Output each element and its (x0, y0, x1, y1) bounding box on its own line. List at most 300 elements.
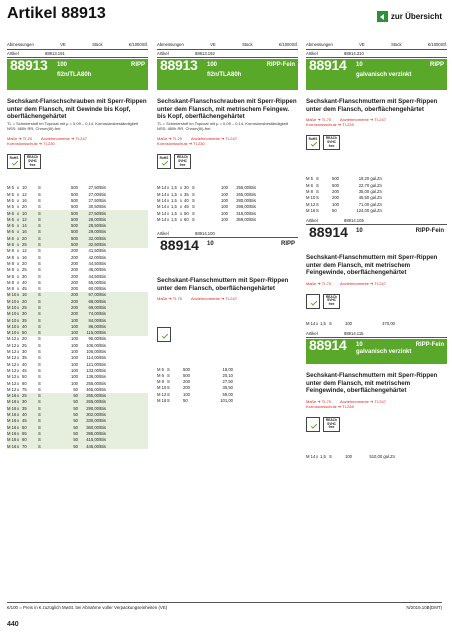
table-cell: 40 (22, 279, 27, 285)
table-cell: S (38, 349, 41, 355)
table-cell: 69,00/Bis (88, 304, 106, 310)
table-cell: 20 (22, 235, 27, 241)
table-cell: x (316, 320, 319, 326)
table-cell: 465,00/Bis (86, 386, 106, 392)
table-cell: 200 (183, 385, 190, 391)
table-cell: x (17, 374, 20, 380)
check-icon (306, 294, 320, 309)
table-cell: M 10 (306, 195, 316, 201)
ref-links[interactable]: Maße ➔ TI-70 Anziehmomente ➔ TI-247 (157, 296, 237, 302)
table-cell: 30 (22, 311, 27, 317)
table-cell: M 16 (7, 412, 17, 418)
table-cell: S (38, 260, 41, 266)
table-cell: x (17, 254, 20, 260)
table-cell: M 6 (7, 210, 14, 216)
table-cell: 35,00 gal.Zn (358, 188, 382, 194)
article-banner: 88913 100 fl2n/TLA80h RIPP-Fein (157, 59, 298, 90)
table-cell: 500 (71, 197, 78, 203)
table-cell: 30 (22, 349, 27, 355)
table-cell: 200 (71, 273, 78, 279)
product-description: Sechskant-Flanschmuttern mit Sperr-Rippen unter dem Flansch, oberflächengehärtet (306, 98, 438, 113)
table-cell: M 10 (7, 292, 17, 298)
table-cell: x (17, 267, 20, 273)
table-cell: x (17, 197, 20, 203)
table-cell: 27,00/Bis (88, 191, 106, 197)
table-cell: x (17, 430, 20, 436)
table-cell: x (180, 210, 183, 216)
table-cell: 500 (71, 210, 78, 216)
table-cell: 40 (22, 361, 27, 367)
table-cell: x (17, 437, 20, 443)
table-cell: 29,00/Bis (88, 229, 106, 235)
page-title: Artikel 88913 (7, 5, 106, 22)
table-cell: x (17, 273, 20, 279)
table-cell: x (180, 197, 183, 203)
table-cell: 44,50/Bis (88, 273, 106, 279)
table-cell: x (167, 191, 170, 197)
column-1 (7, 42, 148, 449)
table-cell: 50 (73, 430, 78, 436)
table-cell: x (17, 204, 20, 210)
table-cell: S (167, 379, 170, 385)
table-cell: x (167, 185, 170, 191)
table-cell: 35 (22, 355, 27, 361)
table-cell: 30 (184, 185, 189, 191)
table-header: Abmessungen VE Stück €/1000Stf. (306, 42, 447, 50)
table-cell: 16 (22, 197, 27, 203)
table-cell: M 12 (7, 336, 17, 342)
table-cell: 100 (221, 210, 228, 216)
table-cell: x (17, 235, 20, 241)
table-cell: 27,50/Bis (88, 185, 106, 191)
table-cell: x (316, 454, 319, 460)
table-cell: 20 (22, 298, 27, 304)
table-cell: S (38, 204, 41, 210)
table-cell: 1,5 (171, 204, 177, 210)
table-cell: 25 (22, 242, 27, 248)
table-cell: 19,20 gal.Zn (358, 176, 382, 182)
table-cell: M 12 (157, 391, 167, 397)
table-cell: 59,00 (222, 391, 233, 397)
table-cell: S (38, 279, 41, 285)
product-description: Sechskant-Flanschschrauben mit Sperr-Rippen unter dem Flansch, mit metrischem Feingew. bis Kopf, oberflächengehärtet (157, 98, 297, 120)
table-cell: 20,10 (222, 372, 233, 378)
table-cell: M 6 (7, 223, 14, 229)
table-cell: 100 (71, 380, 78, 386)
table-cell: 470,00 (382, 320, 395, 326)
table-cell: M 12 (7, 361, 17, 367)
product-note: TL = Schmierstoff im Topcoat mit μ = 0,09 – 0,14, Korrosionsbeständigkeit NSS: 480h RR, Chrom(III)-frei (7, 121, 138, 132)
table-row (306, 321, 447, 327)
table-cell: M 10 (7, 317, 17, 323)
table-cell: 45,50 gal.Zn (358, 195, 382, 201)
table-cell: M 8 (157, 379, 164, 385)
table-row (306, 454, 447, 460)
table-cell: 500 (71, 191, 78, 197)
table-cell: M 12 (7, 386, 17, 392)
table-cell: S (38, 235, 41, 241)
article-row: Artikel 88914.100 (157, 231, 298, 239)
table-cell: 100 (71, 317, 78, 323)
table-cell: 45 (22, 286, 27, 292)
table-cell: 100 (71, 330, 78, 336)
table-cell: x (17, 191, 20, 197)
table-cell: 106,00/Bis (86, 342, 106, 348)
table-cell: S (192, 216, 195, 222)
table-cell: S (38, 273, 41, 279)
table-cell: M 12 (7, 380, 17, 386)
table-cell: 50 (22, 424, 27, 430)
table-cell: 25 (22, 267, 27, 273)
table-cell: S (38, 267, 41, 273)
table-cell: S (316, 188, 319, 194)
table-cell: 121,00/Bis (86, 361, 106, 367)
table-cell: S (38, 311, 41, 317)
price-table (157, 366, 298, 404)
reach-badge: REACh SVHC free (174, 154, 191, 169)
table-cell: x (17, 418, 20, 424)
table-cell: M 5 (306, 176, 313, 182)
table-cell: 395,00/Bis (86, 430, 106, 436)
table-cell: 302,00/Bis (86, 412, 106, 418)
table-cell: 115,00/Bis (86, 330, 106, 336)
table-cell: 84,00/Bis (88, 317, 106, 323)
table-cell: 100 (345, 320, 352, 326)
table-cell: 200 (71, 279, 78, 285)
table-cell: M 14 (306, 320, 316, 326)
table-cell: 14 (22, 223, 27, 229)
table-cell: 27,50/Bis (88, 210, 106, 216)
table-cell: M 14 (157, 210, 167, 216)
table-cell: M 16 (7, 418, 17, 424)
table-cell: x (17, 260, 20, 266)
table-cell: S (316, 201, 319, 207)
table-cell: x (17, 223, 20, 229)
table-cell: 200 (71, 260, 78, 266)
rohs-badge: RoHS (157, 154, 171, 169)
table-cell: 45 (22, 418, 27, 424)
table-cell: S (167, 385, 170, 391)
table-cell: 50 (73, 386, 78, 392)
table-cell: 255,00/Bis (86, 380, 106, 386)
table-cell: x (17, 399, 20, 405)
table-cell: 20 (22, 336, 27, 342)
table-cell: M 16 (7, 399, 17, 405)
table-cell: x (180, 216, 183, 222)
table-cell: 50 (73, 437, 78, 443)
table-cell: S (316, 176, 319, 182)
table-cell: S (192, 210, 195, 216)
table-cell: S (38, 185, 41, 191)
table-cell: S (38, 374, 41, 380)
table-cell: x (17, 210, 20, 216)
table-cell: S (167, 398, 170, 404)
table-cell: 1,5 (320, 320, 326, 326)
table-cell: 298,00/Bis (236, 204, 256, 210)
reach-badge: REACh SVHC free (323, 294, 340, 309)
table-cell: 100 (71, 323, 78, 329)
table-cell: 106,00/Bis (86, 349, 106, 355)
table-cell: M 14 (157, 204, 167, 210)
table-cell: 30,50/Bis (88, 204, 106, 210)
table-cell: 55 (22, 430, 27, 436)
price-table (157, 185, 298, 223)
table-cell: 35 (22, 317, 27, 323)
article-heading: 88914 10 RIPP (160, 237, 295, 254)
table-cell: 10 (22, 210, 27, 216)
ref-links[interactable]: Maße ➔ TI-70 Anziehmomente ➔ TI-247 (306, 280, 386, 286)
check-icon (157, 327, 171, 342)
table-cell: S (38, 242, 41, 248)
table-cell: M 6 (7, 229, 14, 235)
back-to-overview-link[interactable]: zur Übersicht (377, 11, 442, 22)
table-cell: S (38, 386, 41, 392)
price-table (7, 185, 148, 449)
table-cell: 369,00/Bis (236, 216, 256, 222)
table-cell: 445,00/Bis (86, 443, 106, 449)
table-cell: 100 (71, 342, 78, 348)
table-cell: 25 (22, 304, 27, 310)
table-cell: S (316, 195, 319, 201)
table-cell: 280,00/Bis (236, 197, 256, 203)
table-cell: S (38, 443, 41, 449)
table-cell: 100 (71, 355, 78, 361)
table-cell: S (192, 185, 195, 191)
table-cell: S (38, 298, 41, 304)
table-cell: 46,00/Bis (88, 267, 106, 273)
table-cell: 50 (183, 398, 188, 404)
table-cell: 315,00/Bis (236, 210, 256, 216)
table-cell: 60 (184, 216, 189, 222)
table-cell: M 8 (7, 248, 14, 254)
table-cell: 100 (221, 191, 228, 197)
table-cell: x (17, 380, 20, 386)
table-cell: 200 (183, 379, 190, 385)
rohs-badge: RoHS (306, 135, 320, 150)
table-cell: 1,5 (171, 185, 177, 191)
table-cell: S (38, 317, 41, 323)
table-cell: S (38, 412, 41, 418)
table-cell: x (167, 197, 170, 203)
article-row: Artikel 88914.115 (306, 331, 447, 339)
reach-badge: REACh SVHC free (323, 135, 340, 150)
badges (157, 327, 298, 342)
table-cell: S (38, 380, 41, 386)
table-cell: M 10 (7, 330, 17, 336)
table-cell: 200 (332, 195, 339, 201)
table-cell: M 8 (7, 267, 14, 273)
table-cell: S (38, 342, 41, 348)
table-cell: x (17, 279, 20, 285)
article-heading: 88914 10 RIPP-Fein (309, 224, 444, 241)
table-cell: x (17, 355, 20, 361)
product-description: Sechskant-Flanschmuttern mit Sperr-Rippen unter dem Flansch, mit metrischem Feingewinde, oberflächengehärtet (306, 254, 438, 277)
table-row (157, 398, 298, 404)
table-cell: 100 (221, 204, 228, 210)
table-cell: 100 (221, 216, 228, 222)
table-cell: 28,50/Bis (88, 223, 106, 229)
table-cell: M 16 (7, 424, 17, 430)
table-cell: 1,5 (320, 454, 326, 460)
reach-badge: REACh SVHC free (24, 154, 41, 169)
ref-links[interactable]: Maße ➔ TI-20 Anziehmomente ➔ TI-247 Korrosionsschutz ➔ TI-230 (157, 136, 237, 146)
table-cell: 200 (71, 254, 78, 260)
table-cell: 40 (22, 323, 27, 329)
table-cell: S (38, 197, 41, 203)
table-cell: 500 (332, 176, 339, 182)
table-cell: 200 (71, 292, 78, 298)
table-cell: 200 (71, 286, 78, 292)
table-cell: 200 (71, 248, 78, 254)
table-cell: S (38, 304, 41, 310)
table-cell: 40 (184, 197, 189, 203)
ref-links[interactable]: Maße ➔ TI-70 Anziehmomente ➔ TI-247 Korrosionsschutz ➔ TI-228 (306, 398, 386, 409)
table-cell: M 8 (7, 254, 14, 260)
table-cell: x (17, 185, 20, 191)
table-cell: 200 (71, 304, 78, 310)
table-cell: S (38, 216, 41, 222)
table-cell: 50 (73, 424, 78, 430)
article-row: Artikel 88914.310 (306, 51, 447, 59)
table-cell: 20 (22, 204, 27, 210)
table-cell: x (17, 216, 20, 222)
table-cell: 41,50/Bis (88, 248, 106, 254)
table-cell: S (316, 182, 319, 188)
table-cell: 50 (73, 418, 78, 424)
table-cell: x (180, 191, 183, 197)
table-cell: S (38, 437, 41, 443)
table-cell: x (17, 323, 20, 329)
table-cell: 20 (22, 260, 27, 266)
table-cell: S (329, 454, 332, 460)
column-3 (306, 42, 447, 460)
table-cell: S (38, 323, 41, 329)
ref-links[interactable]: Maße ➔ TI-20 Anziehmomente ➔ TI-247 Korrosionsschutz ➔ TI-230 (7, 136, 87, 146)
table-cell: 500 (183, 366, 190, 372)
table-cell: M 12 (7, 349, 17, 355)
table-cell: M 12 (7, 367, 17, 373)
article-banner: 88914 10 galvanisch verzinkt RIPP-Fein (306, 339, 447, 364)
table-cell: 100 (71, 336, 78, 342)
table-cell: 50 (184, 210, 189, 216)
table-cell: 86,00/Bis (88, 323, 106, 329)
table-cell: M 6 (7, 216, 14, 222)
table-cell: x (17, 367, 20, 373)
table-cell: M 12 (7, 355, 17, 361)
table-cell: 100 (221, 185, 228, 191)
table-cell: S (38, 286, 41, 292)
table-cell: M 16 (157, 398, 167, 404)
table-cell: 1,5 (171, 216, 177, 222)
table-cell: 50 (73, 412, 78, 418)
table-cell: x (17, 424, 20, 430)
table-cell: 25 (22, 393, 27, 399)
table-cell: 28,00/Bis (88, 216, 106, 222)
table-cell: 68,00/Bis (88, 298, 106, 304)
table-cell: 330,00/Bis (86, 418, 106, 424)
table-cell: 200 (71, 298, 78, 304)
table-cell: 290,00/Bis (86, 405, 106, 411)
table-cell: 255,00/Bis (236, 185, 256, 191)
product-note: TL = Schmierstoff im Topcoat mit μ = 0,09 – 0,14, Korrosionsbeständigkeit NSS: 480h RR, Chrom(III)-frei (157, 121, 288, 132)
table-header: Abmessungen VE Stück €/1000Stf. (157, 42, 298, 50)
table-cell: 265,00/Bis (236, 191, 256, 197)
table-cell: S (167, 391, 170, 397)
table-cell: 16 (22, 292, 27, 298)
product-description: Sechskant-Flanschmuttern mit Sperr-Rippen unter dem Flansch, mit metrischem Feingewinde, oberflächengehärtet (306, 372, 438, 395)
table-cell: S (192, 197, 195, 203)
footer: €/100 = Preis in € zuzüglich MwSt. bei Abnahme voller Verpackungseinheiten (VE) N/2019.10B(DMT) (7, 602, 442, 610)
table-cell: S (38, 191, 41, 197)
table-cell: 100 (71, 367, 78, 373)
table-cell: M 6 (7, 242, 14, 248)
table-cell: x (180, 204, 183, 210)
table-cell: 500 (71, 185, 78, 191)
price-table (306, 176, 447, 214)
column-2 (157, 42, 298, 404)
article-banner: 88913 100 fl2n/TLA80h RIPP (7, 59, 148, 90)
table-cell: x (17, 248, 20, 254)
table-cell: 100 (183, 391, 190, 397)
table-cell: M 16 (7, 437, 17, 443)
article-row: Artikel 88913.191 (7, 51, 148, 59)
table-header: Abmessungen VE Stück €/1000Stf. (7, 42, 148, 50)
table-cell: 265,00/Bis (86, 393, 106, 399)
table-cell: 27,50/Bis (88, 197, 106, 203)
table-cell: 265,00/Bis (86, 399, 106, 405)
table-cell: S (38, 229, 41, 235)
table-cell: 100 (221, 197, 228, 203)
table-cell: 50 (73, 399, 78, 405)
table-cell: 50 (22, 374, 27, 380)
table-cell: S (38, 355, 41, 361)
table-cell: S (192, 204, 195, 210)
table-cell: 124,00 gal.Zn (356, 207, 382, 213)
table-cell: 200 (71, 311, 78, 317)
table-cell: 32,50/Bis (88, 242, 106, 248)
table-cell: 50 (73, 405, 78, 411)
table-cell: S (167, 372, 170, 378)
table-cell: x (17, 311, 20, 317)
table-cell: M 16 (7, 393, 17, 399)
table-cell: x (17, 330, 20, 336)
table-cell: 40 (22, 412, 27, 418)
table-cell: M 16 (7, 443, 17, 449)
table-cell: M 8 (7, 279, 14, 285)
ref-links[interactable]: Maße ➔ TI-70 Anziehmomente ➔ TI-247 Korrosionsschutz ➔ TI-228 (306, 117, 386, 127)
table-cell: x (17, 242, 20, 248)
article-row: Artikel 88913.192 (157, 51, 298, 59)
table-cell: 1,5 (171, 197, 177, 203)
table-cell: x (17, 286, 20, 292)
rohs-badge: RoHS (7, 154, 21, 169)
table-cell: S (38, 418, 41, 424)
table-cell: 35 (22, 405, 27, 411)
table-cell: x (167, 210, 170, 216)
table-cell: M 16 (7, 405, 17, 411)
table-cell: 200 (71, 267, 78, 273)
table-cell: S (38, 399, 41, 405)
table-cell: 360,00/Bis (86, 424, 106, 430)
table-cell: M 14 (157, 185, 167, 191)
table-cell: 500 (71, 229, 78, 235)
table-cell: M 12 (7, 374, 17, 380)
table-cell: 10 (22, 185, 27, 191)
table-cell: 500 (71, 216, 78, 222)
table-cell: 415,00/Bis (86, 437, 106, 443)
table-cell: x (17, 336, 20, 342)
page-number: 440 (7, 621, 19, 628)
